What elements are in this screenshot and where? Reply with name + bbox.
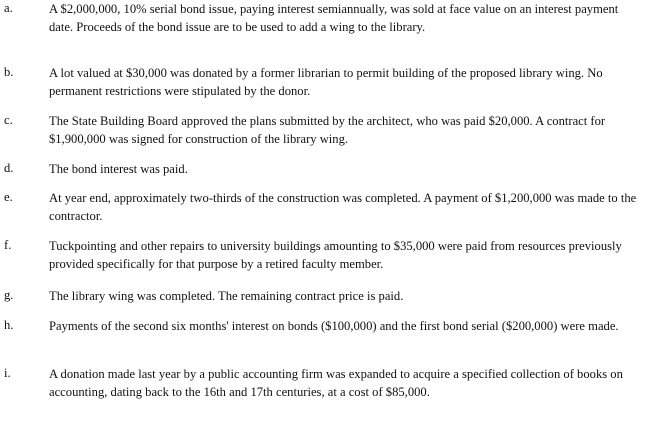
item-text: A donation made last year by a public accounting firm was expanded to acquire a specified collection of books on accounting, dating back to the 16th and 17th centuries, at a cost of $85,000.	[49, 367, 623, 399]
item-text: Tuckpointing and other repairs to university buildings amounting to $35,000 were paid from resources previously provided specifically for that purpose by a retired faculty member.	[49, 239, 622, 271]
item-letter: g.	[4, 288, 14, 302]
item-letter: e.	[4, 190, 13, 204]
item-text: The library wing was completed. The remaining contract price is paid.	[49, 289, 404, 303]
item-letter: f.	[4, 238, 12, 252]
item-letter: c.	[4, 113, 13, 127]
item-letter: d.	[4, 161, 14, 175]
item-text: At year end, approximately two-thirds of the construction was completed. A payment of $1,200,000 was made to the contractor.	[49, 191, 637, 223]
item-letter: a.	[4, 1, 13, 15]
item-letter: b.	[4, 65, 14, 79]
item-text: A $2,000,000, 10% serial bond issue, paying interest semiannually, was sold at face value on an interest payment date. Proceeds of the bond issue are to be used to add a wing to the library.	[49, 2, 619, 34]
item-text: A lot valued at $30,000 was donated by a former librarian to permit building of the proposed library wing. No permanent restrictions were stipulated by the donor.	[49, 66, 603, 98]
item-letter: h.	[4, 318, 14, 332]
item-text: The State Building Board approved the plans submitted by the architect, who was paid $20,000. A contract for $1,900,000 was signed for construction of the library wing.	[49, 114, 606, 146]
item-text: Payments of the second six months' interest on bonds ($100,000) and the first bond serial ($200,000) were made.	[49, 319, 619, 333]
item-letter: i.	[4, 366, 11, 380]
item-text: The bond interest was paid.	[49, 162, 188, 176]
